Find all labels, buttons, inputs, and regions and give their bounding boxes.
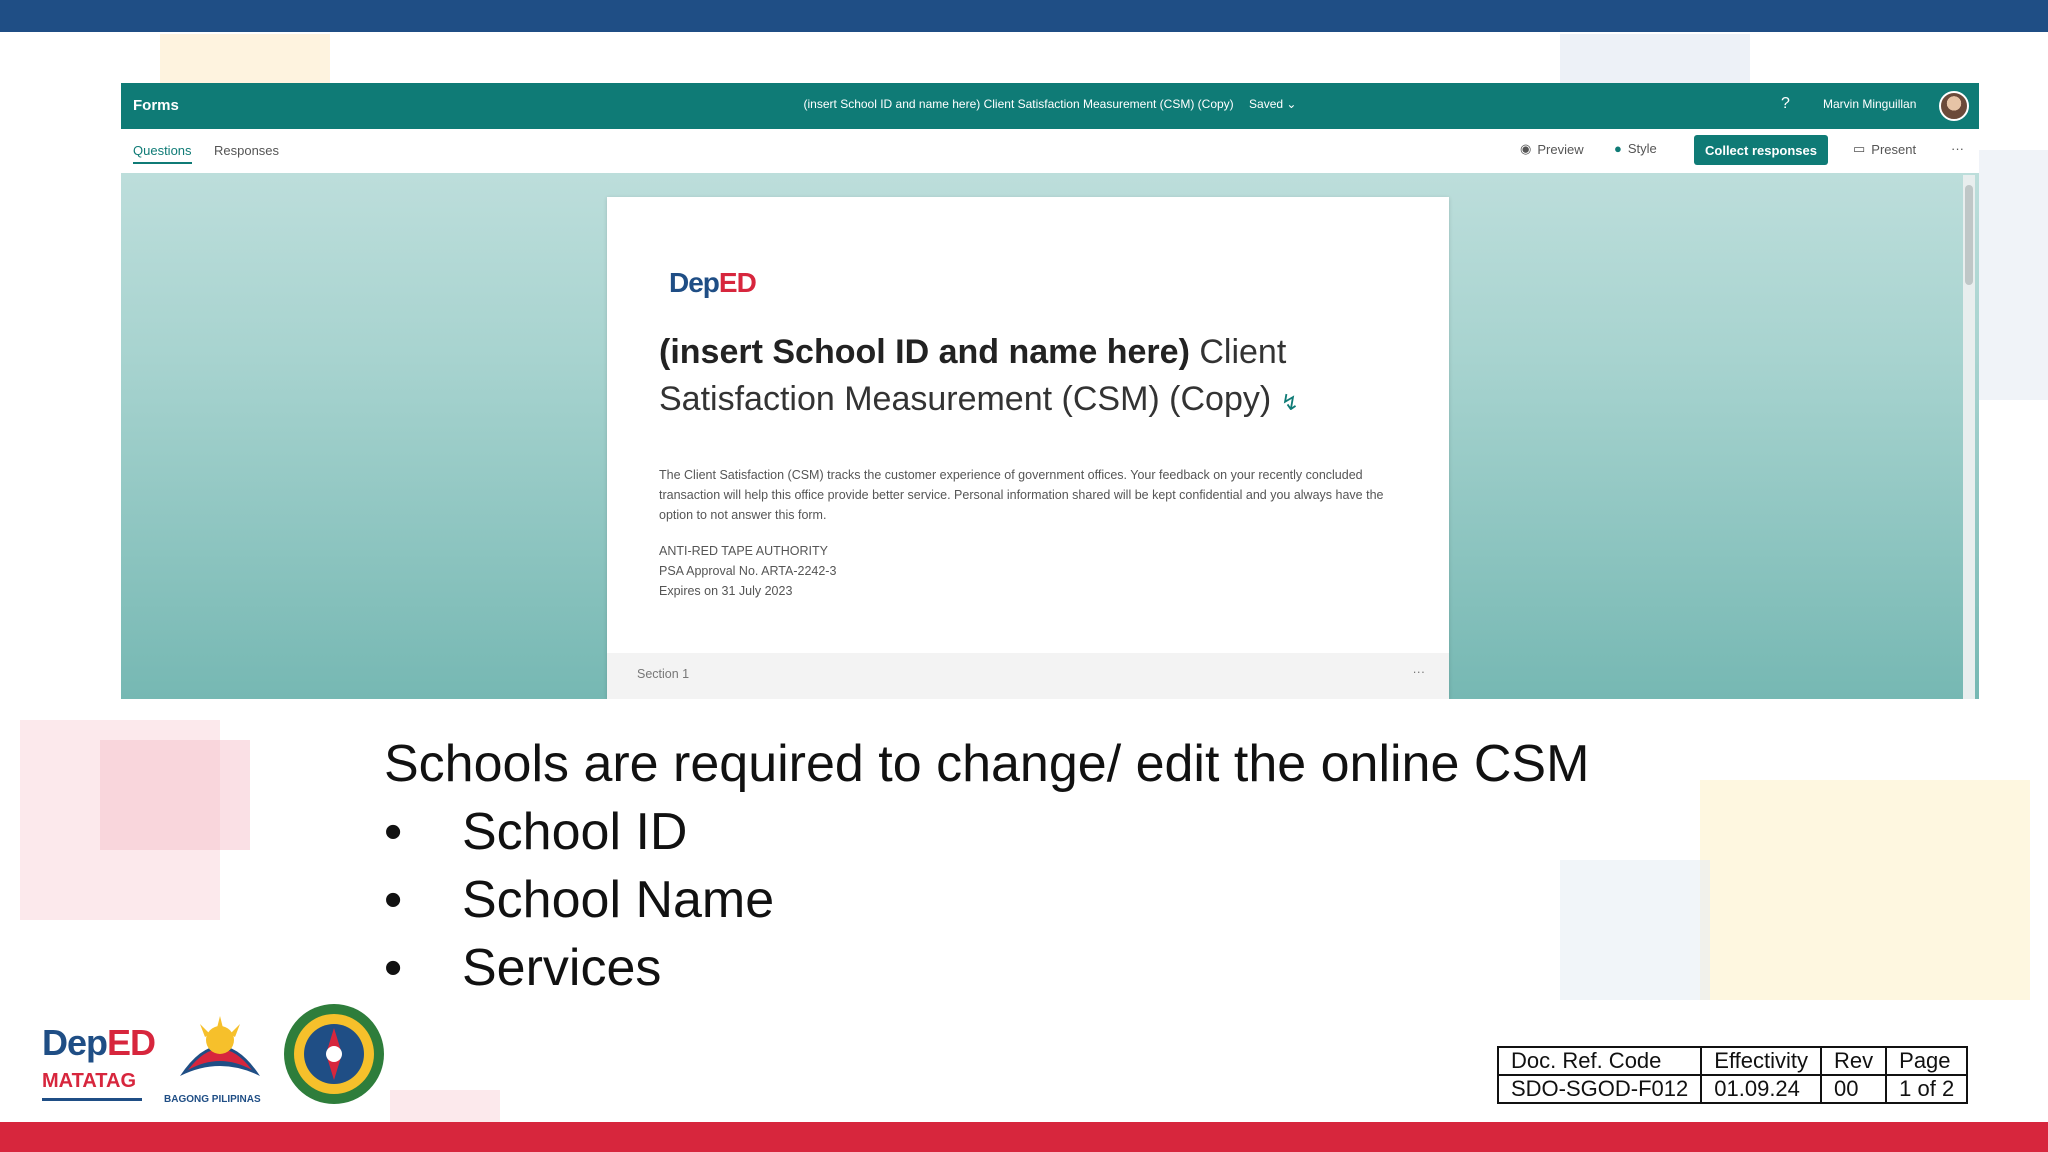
forms-screenshot	[121, 83, 1979, 699]
top-accent-bar	[0, 0, 2048, 32]
table-row	[1498, 1047, 1967, 1075]
preview-label: Preview	[1537, 141, 1584, 157]
bullet-item: • School Name	[384, 866, 1589, 934]
deped-logo-text: Dep	[669, 267, 719, 298]
decor-tile	[1700, 780, 2030, 1000]
table-header-cell: Page	[1886, 1047, 1967, 1075]
table-cell: 00	[1821, 1075, 1886, 1103]
table-cell: SDO-SGOD-F012	[1498, 1075, 1701, 1103]
section-label: Section 1	[637, 667, 690, 681]
table-cell: 1 of 2	[1886, 1075, 1967, 1103]
deped-wordmark-dep: Dep	[42, 1022, 108, 1063]
tab-responses[interactable]: Responses	[214, 143, 280, 158]
forms-app-name[interactable]: Forms	[133, 97, 179, 114]
form-doc-title-text: (insert School ID and name here) Client Satisfaction Measurement (CSM) (Copy)	[803, 97, 1234, 111]
table-row	[1498, 1075, 1967, 1103]
meta-line: PSA Approval No. ARTA-2242-3	[659, 564, 837, 578]
more-options-icon[interactable]: ···	[1951, 141, 1964, 156]
matatag-label: MATATAG	[42, 1070, 137, 1092]
tab-questions[interactable]: Questions	[133, 143, 192, 164]
monitor-icon: ▭	[1853, 141, 1866, 156]
deped-logo	[669, 267, 756, 299]
form-doc-title[interactable]	[121, 97, 1979, 111]
deped-wordmark-ed: ED	[107, 1022, 156, 1063]
deped-logo-text-ed: ED	[718, 267, 756, 298]
meta-line: Expires on 31 July 2023	[659, 584, 793, 598]
forms-header	[121, 83, 1979, 129]
sun-flag-icon	[160, 1006, 280, 1096]
bottom-accent-bar	[0, 1122, 2048, 1152]
scrollbar[interactable]	[1963, 175, 1975, 699]
slide-body	[384, 730, 1589, 1002]
section-header[interactable]	[607, 653, 1449, 699]
preview-button[interactable]	[1520, 141, 1584, 157]
eye-icon: ◉	[1520, 141, 1532, 156]
chevron-down-icon[interactable]: ⌄	[1286, 97, 1297, 111]
form-meta	[659, 541, 836, 601]
decor-tile	[390, 1090, 500, 1122]
section-more-icon[interactable]: ···	[1412, 665, 1425, 679]
style-button[interactable]	[1614, 141, 1657, 156]
seal-icon	[282, 1002, 386, 1106]
form-card	[607, 197, 1449, 699]
scrollbar-thumb[interactable]	[1965, 185, 1973, 285]
deped-matatag-logo	[38, 1010, 156, 1110]
bullet-item: • School ID	[384, 798, 1589, 866]
forms-toolbar	[121, 129, 1979, 173]
saved-status: Saved	[1249, 97, 1284, 111]
deped-wordmark	[42, 1022, 155, 1064]
table-header-cell: Doc. Ref. Code	[1498, 1047, 1701, 1075]
table-header-cell: Rev	[1821, 1047, 1886, 1075]
form-title-bold: (insert School ID and name here)	[659, 333, 1190, 371]
form-description: The Client Satisfaction (CSM) tracks the customer experience of government offices. Your feedback on your recently concluded transaction will help this office provide better service. Personal information shared will be kept confidential and you always have the option to not answer this form.	[659, 468, 1384, 522]
doc-control-table	[1497, 1046, 1968, 1104]
bagong-pilipinas-logo	[160, 1006, 280, 1112]
form-title-rest: Client Satisfaction Measurement (CSM) (Copy)	[659, 333, 1287, 418]
help-icon[interactable]: ?	[1781, 95, 1790, 112]
table-header-cell: Effectivity	[1701, 1047, 1821, 1075]
branch-icon: ↯	[1280, 390, 1300, 415]
palette-icon: ●	[1614, 141, 1622, 156]
slide-heading: Schools are required to change/ edit the online CSM	[384, 735, 1590, 793]
present-button[interactable]	[1853, 141, 1916, 157]
avatar[interactable]	[1939, 91, 1969, 121]
meta-line: ANTI-RED TAPE AUTHORITY	[659, 544, 829, 558]
table-cell: 01.09.24	[1701, 1075, 1821, 1103]
bullet-list	[384, 798, 1589, 1002]
collect-responses-button[interactable]: Collect responses	[1694, 135, 1828, 165]
bullet-item: • Services	[384, 934, 1589, 1002]
decor-tile	[100, 740, 250, 850]
user-name[interactable]: Marvin Minguillan	[1823, 97, 1917, 111]
present-label: Present	[1871, 141, 1917, 157]
style-label: Style	[1627, 141, 1657, 156]
bagong-pilipinas-caption: BAGONG PILIPINAS	[164, 1094, 261, 1105]
form-title[interactable]	[659, 329, 1399, 426]
deped-division-seal	[282, 1002, 386, 1106]
underline-divider	[42, 1098, 142, 1101]
